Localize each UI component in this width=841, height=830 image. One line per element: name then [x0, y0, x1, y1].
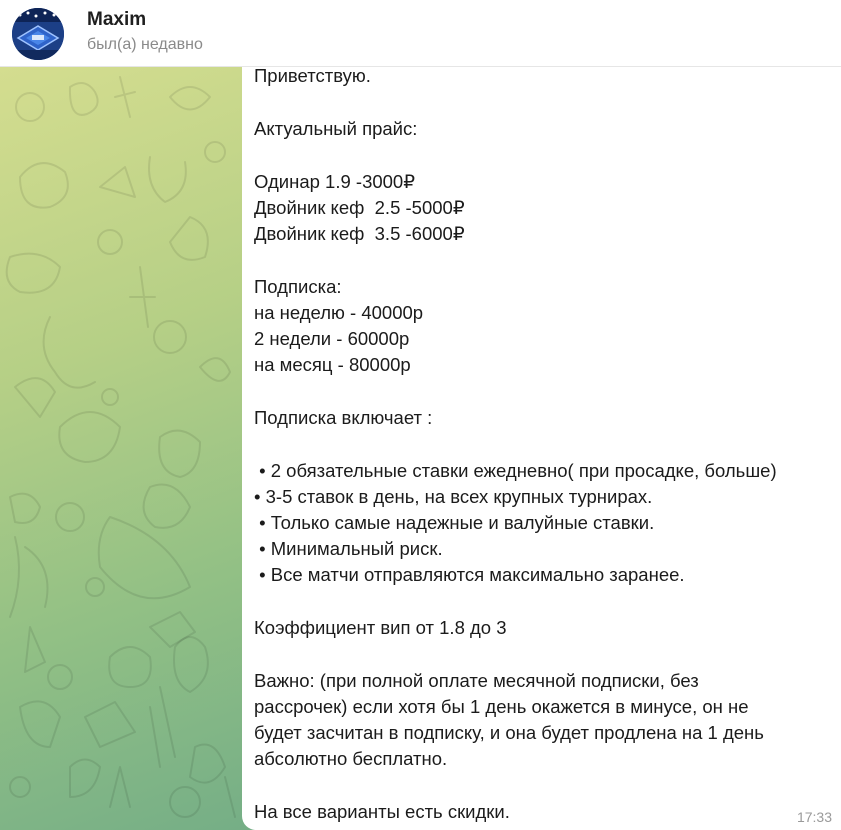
- message-line: Коэффициент вип от 1.8 до 3: [254, 617, 507, 638]
- message-line: на неделю - 40000р: [254, 302, 424, 323]
- message-line: Приветствую.: [254, 65, 371, 86]
- message-line: Актуальный прайс:: [254, 118, 418, 139]
- message-line: На все варианты есть скидки.: [254, 801, 510, 822]
- message-line: абсолютно бесплатно.: [254, 748, 448, 769]
- contact-name[interactable]: Maxim: [87, 9, 147, 30]
- message-line: 2 недели - 60000р: [254, 328, 410, 349]
- message-line: Двойник кеф 2.5 -5000₽: [254, 197, 465, 218]
- doodle-pattern-icon: [0, 67, 241, 830]
- message-line: Важно: (при полной оплате месячной подписки, без: [254, 670, 699, 691]
- message-line: • Минимальный риск.: [254, 538, 443, 559]
- chat-header[interactable]: [0, 0, 841, 67]
- contact-avatar[interactable]: [12, 8, 64, 60]
- message-line: на месяц - 80000р: [254, 354, 411, 375]
- message-line: Одинар 1.9 -3000₽: [254, 171, 415, 192]
- message-line: • Только самые надежные и валуйные ставки.: [254, 512, 655, 533]
- message-line: • 2 обязательные ставки ежедневно( при просадке, больше): [254, 460, 777, 481]
- message-line: • 3-5 ставок в день, на всех крупных турнирах.: [254, 486, 653, 507]
- message-line: Подписка включает :: [254, 407, 433, 428]
- message-line: Подписка:: [254, 276, 342, 297]
- message-line: будет засчитан в подписку, и она будет продлена на 1 день: [254, 722, 764, 743]
- avatar-image-icon: [12, 8, 64, 60]
- message-line: • Все матчи отправляются максимально заранее.: [254, 564, 685, 585]
- message-timestamp: 17:33: [796, 809, 832, 825]
- message-line: рассрочек) если хотя бы 1 день окажется в минусе, он не: [254, 696, 749, 717]
- contact-status: был(а) недавно: [87, 36, 203, 53]
- message-line: Двойник кеф 3.5 -6000₽: [254, 223, 465, 244]
